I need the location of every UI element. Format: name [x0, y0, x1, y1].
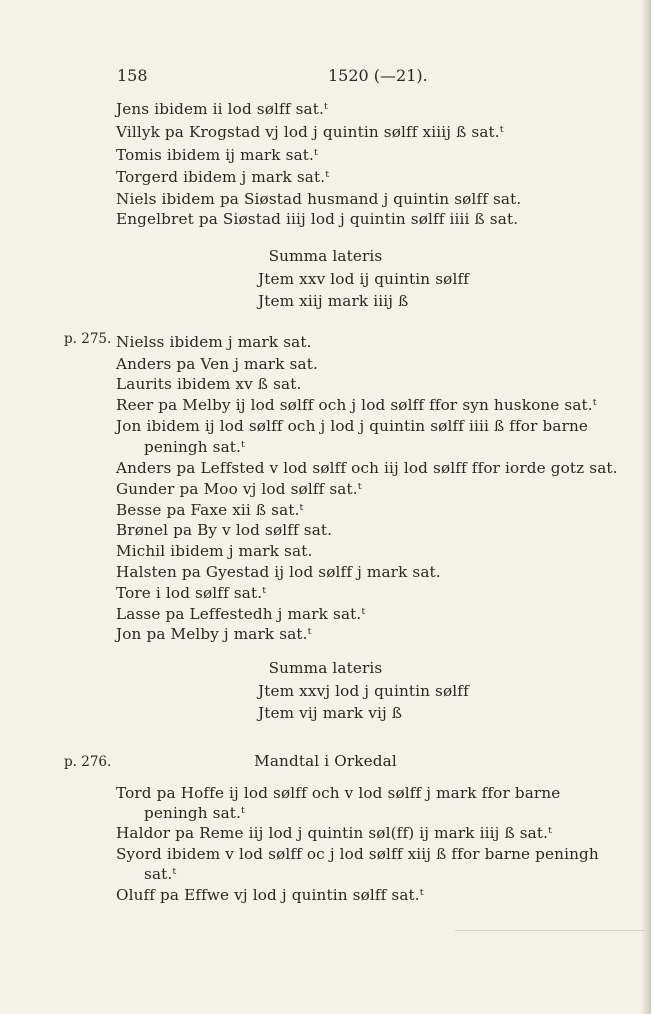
- text-line: Michil ibidem j mark sat.: [116, 542, 313, 560]
- page-number: 158: [117, 66, 148, 85]
- text-line: Tord pa Hoffe ij lod sølff och v lod sølff j mark ffor barne: [116, 784, 561, 802]
- text-line: Jens ibidem ii lod sølff sat.ᵗ: [116, 100, 328, 118]
- text-line: Jon pa Melby j mark sat.ᵗ: [116, 625, 312, 643]
- text-line: Niels ibidem pa Siøstad husmand j quintin sølff sat.: [116, 190, 522, 208]
- summa-line: Jtem xxv lod ij quintin sølff: [258, 270, 469, 288]
- text-line: Lasse pa Leffestedh j mark sat.ᵗ: [116, 605, 366, 623]
- text-line: Torgerd ibidem j mark sat.ᵗ: [116, 168, 330, 186]
- text-line: Laurits ibidem xv ß sat.: [116, 375, 302, 393]
- page-edge-mark: [455, 930, 645, 931]
- text-line: Anders pa Ven j mark sat.: [116, 355, 318, 373]
- text-line: Villyk pa Krogstad vj lod j quintin sølff xiiij ß sat.ᵗ: [116, 123, 504, 141]
- text-line-cont: peningh sat.ᵗ: [144, 438, 245, 456]
- text-line: Anders pa Leffsted v lod sølff och iij lod sølff ffor iorde gotz sat.: [116, 459, 618, 477]
- text-line: Haldor pa Reme iij lod j quintin søl(ff) ij mark iiij ß sat.ᵗ: [116, 824, 553, 842]
- running-title: 1520 (—21).: [328, 66, 428, 85]
- text-line: Besse pa Faxe xii ß sat.ᵗ: [116, 501, 304, 519]
- page-edge: [641, 0, 651, 1014]
- section-heading: Mandtal i Orkedal: [254, 752, 397, 770]
- text-line: Oluff pa Effwe vj lod j quintin sølff sat.ᵗ: [116, 886, 424, 904]
- text-line: Brønel pa By v lod sølff sat.: [116, 521, 333, 539]
- text-line-cont: peningh sat.ᵗ: [144, 804, 245, 822]
- margin-page-ref: p. 276.: [64, 754, 112, 770]
- text-line: Engelbret pa Siøstad iiij lod j quintin sølff iiii ß sat.: [116, 210, 519, 228]
- summa-heading: Summa lateris: [268, 247, 383, 265]
- summa-line: Jtem vij mark vij ß: [258, 704, 403, 722]
- summa-line: Jtem xxvj lod j quintin sølff: [258, 682, 469, 700]
- text-line: Reer pa Melby ij lod sølff och j lod sølff ffor syn huskone sat.ᵗ: [116, 396, 597, 414]
- text-line: Syord ibidem v lod sølff oc j lod sølff xiij ß ffor barne peningh: [116, 845, 599, 863]
- margin-page-ref: p. 275.: [64, 331, 112, 347]
- text-line: Tore i lod sølff sat.ᵗ: [116, 584, 267, 602]
- text-line: Tomis ibidem ij mark sat.ᵗ: [116, 146, 318, 164]
- text-line-cont: sat.ᵗ: [144, 865, 177, 883]
- text-line: Nielss ibidem j mark sat.: [116, 333, 312, 351]
- summa-heading: Summa lateris: [268, 659, 383, 677]
- summa-line: Jtem xiij mark iiij ß: [258, 292, 409, 310]
- text-line: Jon ibidem ij lod sølff och j lod j quintin sølff iiii ß ffor barne: [116, 417, 589, 435]
- text-line: Gunder pa Moo vj lod sølff sat.ᵗ: [116, 480, 362, 498]
- text-line: Halsten pa Gyestad ij lod sølff j mark sat.: [116, 563, 441, 581]
